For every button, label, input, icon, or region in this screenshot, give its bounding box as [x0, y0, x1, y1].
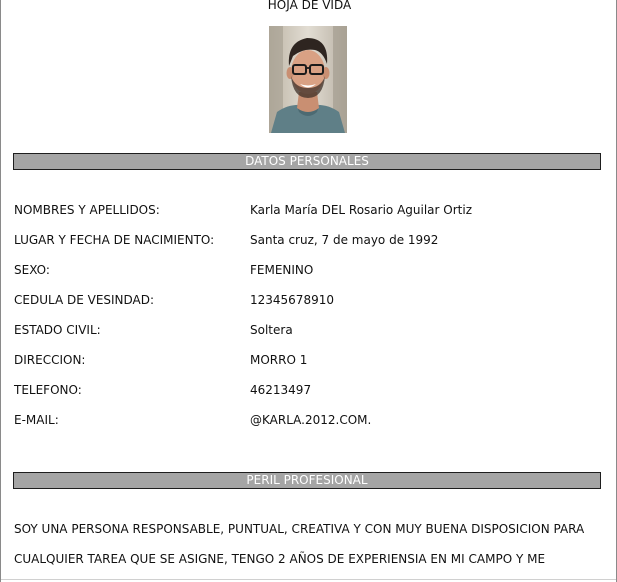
section-personal-data: DATOS PERSONALES — [13, 153, 601, 170]
value-full-name: Karla María DEL Rosario Aguilar Ortiz — [250, 203, 472, 217]
label-address: DIRECCION: — [14, 353, 86, 367]
value-id-card: 12345678910 — [250, 293, 334, 307]
label-birth-place-date: LUGAR Y FECHA DE NACIMIENTO: — [14, 233, 215, 247]
value-sex: FEMENINO — [250, 263, 314, 277]
label-marital-status: ESTADO CIVIL: — [14, 323, 101, 337]
label-id-card: CEDULA DE VESINDAD: — [14, 293, 155, 307]
value-birth-place-date: Santa cruz, 7 de mayo de 1992 — [250, 233, 439, 247]
value-email: @KARLA.2012.COM. — [250, 413, 372, 427]
label-sex: SEXO: — [14, 263, 50, 277]
document-title: HOJA DE VIDA — [267, 0, 352, 12]
profile-text-line: CUALQUIER TAREA QUE SE ASIGNE, TENGO 2 AÑOS DE EXPERIENSIA EN MI CAMPO Y ME — [14, 552, 546, 566]
value-phone: 46213497 — [250, 383, 312, 397]
label-phone: TELEFONO: — [14, 383, 82, 397]
section-professional-profile: PERIL PROFESIONAL — [13, 472, 601, 489]
value-marital-status: Soltera — [250, 323, 293, 337]
profile-text-line: SOY UNA PERSONA RESPONSABLE, PUNTUAL, CREATIVA Y CON MUY BUENA DISPOSICION PARA — [14, 522, 585, 536]
label-full-name: NOMBRES Y APELLIDOS: — [14, 203, 160, 217]
profile-photo — [269, 26, 347, 133]
page-bottom-edge — [1, 579, 617, 580]
value-address: MORRO 1 — [250, 353, 308, 367]
label-email: E-MAIL: — [14, 413, 59, 427]
